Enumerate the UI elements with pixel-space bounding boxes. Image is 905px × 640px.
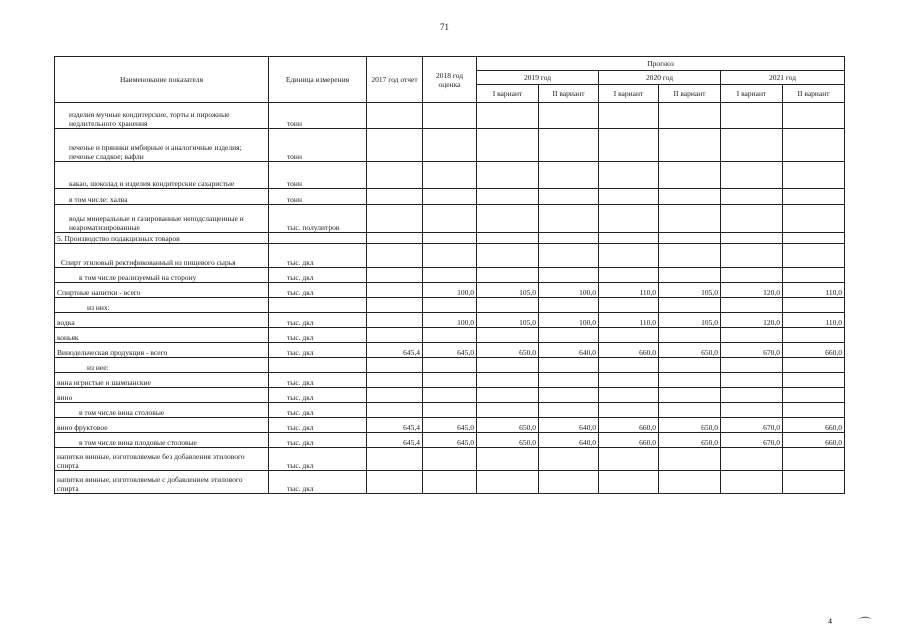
- header-unit: Единица измерения: [269, 57, 367, 103]
- row-unit: тыс. дкл: [269, 448, 367, 471]
- row-value: [599, 328, 659, 343]
- row-value: [599, 448, 659, 471]
- row-value: [659, 298, 721, 313]
- row-value: [721, 233, 783, 244]
- row-value: [423, 373, 477, 388]
- row-value: [783, 162, 845, 189]
- table-row: [55, 471, 845, 494]
- row-value: [599, 233, 659, 244]
- row-value: [367, 328, 423, 343]
- row-value: 645,0: [423, 433, 477, 448]
- table-row: [55, 388, 845, 403]
- row-value: [721, 373, 783, 388]
- row-value: [539, 205, 599, 233]
- row-name: водка: [55, 313, 269, 328]
- row-value: [423, 471, 477, 494]
- row-name: Спиртные напитки - всего: [55, 283, 269, 298]
- row-value: 100,0: [423, 313, 477, 328]
- table-row: [55, 298, 845, 313]
- row-value: 645,0: [423, 343, 477, 358]
- row-value: [423, 129, 477, 162]
- row-name: из нее:: [55, 358, 269, 373]
- row-value: [721, 388, 783, 403]
- row-value: 105,0: [659, 283, 721, 298]
- row-value: 650,0: [477, 343, 539, 358]
- row-value: [367, 283, 423, 298]
- row-value: [539, 471, 599, 494]
- row-value: [367, 244, 423, 268]
- row-value: 660,0: [599, 418, 659, 433]
- row-value: [539, 448, 599, 471]
- row-value: [539, 373, 599, 388]
- row-value: 105,0: [477, 283, 539, 298]
- row-unit: тыс. дкл: [269, 343, 367, 358]
- row-value: 640,0: [539, 343, 599, 358]
- row-value: [423, 233, 477, 244]
- row-name: изделия мучные кондитерские, торты и пирожные недлительного хранения: [55, 103, 269, 129]
- row-value: [539, 268, 599, 283]
- row-value: [423, 103, 477, 129]
- row-value: [659, 471, 721, 494]
- row-unit: тыс. дкл: [269, 283, 367, 298]
- row-value: [659, 358, 721, 373]
- row-value: [367, 233, 423, 244]
- row-value: [539, 388, 599, 403]
- row-name: печенье и пряники имбирные и аналогичные изделия; печенье сладкое; вафли: [55, 129, 269, 162]
- row-value: [599, 268, 659, 283]
- row-value: [367, 471, 423, 494]
- row-value: [477, 129, 539, 162]
- table-row: [55, 373, 845, 388]
- row-value: [539, 403, 599, 418]
- row-value: [599, 205, 659, 233]
- row-value: [367, 373, 423, 388]
- row-value: [539, 298, 599, 313]
- row-name: коньяк: [55, 328, 269, 343]
- row-value: [477, 298, 539, 313]
- row-unit: тыс. дкл: [269, 244, 367, 268]
- row-unit: тыс. полулитров: [269, 205, 367, 233]
- row-value: [721, 205, 783, 233]
- row-value: [367, 388, 423, 403]
- row-value: 100,0: [423, 283, 477, 298]
- row-value: 650,0: [477, 433, 539, 448]
- row-value: 660,0: [599, 433, 659, 448]
- row-value: [367, 205, 423, 233]
- row-name: Винодельческая продукция - всего: [55, 343, 269, 358]
- table-row: [55, 343, 845, 358]
- row-value: [423, 244, 477, 268]
- row-value: [367, 313, 423, 328]
- table-row: [55, 433, 845, 448]
- row-value: 110,0: [783, 283, 845, 298]
- row-value: [783, 403, 845, 418]
- row-value: [477, 103, 539, 129]
- row-value: [783, 103, 845, 129]
- row-value: [721, 129, 783, 162]
- row-unit: тыс. дкл: [269, 373, 367, 388]
- row-unit: тыс. дкл: [269, 433, 367, 448]
- row-value: 645,4: [367, 343, 423, 358]
- row-value: 660,0: [783, 433, 845, 448]
- table-row: [55, 283, 845, 298]
- row-value: [721, 403, 783, 418]
- row-value: [367, 358, 423, 373]
- row-value: [423, 189, 477, 205]
- row-value: [477, 328, 539, 343]
- header-2017: 2017 год отчет: [367, 57, 423, 103]
- row-value: [659, 189, 721, 205]
- row-value: [721, 298, 783, 313]
- row-value: 110,0: [599, 313, 659, 328]
- header-variant: II вариант: [659, 85, 721, 103]
- row-name: в том числе реализуемый на сторону: [55, 268, 269, 283]
- row-name: вина игристые и шампанские: [55, 373, 269, 388]
- row-value: [783, 448, 845, 471]
- row-value: 640,0: [539, 433, 599, 448]
- row-unit: тыс. дкл: [269, 268, 367, 283]
- row-unit: тонн: [269, 162, 367, 189]
- row-unit: тыс. дкл: [269, 313, 367, 328]
- table-row: [55, 189, 845, 205]
- header-variant: I вариант: [721, 85, 783, 103]
- row-value: [539, 129, 599, 162]
- row-unit: [269, 233, 367, 244]
- row-value: [783, 358, 845, 373]
- table-row: [55, 129, 845, 162]
- row-value: [477, 373, 539, 388]
- row-name: напитки винные, изготовляемые без добавления этилового спирта: [55, 448, 269, 471]
- header-variant: II вариант: [539, 85, 599, 103]
- row-value: [659, 328, 721, 343]
- table-row: [55, 103, 845, 129]
- row-value: [599, 129, 659, 162]
- row-unit: тонн: [269, 189, 367, 205]
- corner-marks: ⁴ ⌒: [828, 616, 884, 630]
- row-value: [659, 205, 721, 233]
- row-value: [539, 328, 599, 343]
- row-value: 100,0: [539, 283, 599, 298]
- page-number: 71: [440, 22, 449, 32]
- row-value: [477, 388, 539, 403]
- row-value: [599, 298, 659, 313]
- row-value: [599, 388, 659, 403]
- row-value: [783, 298, 845, 313]
- row-value: [539, 233, 599, 244]
- row-value: [423, 268, 477, 283]
- row-value: [477, 189, 539, 205]
- header-forecast: Прогноз: [477, 57, 845, 71]
- row-value: [367, 189, 423, 205]
- row-value: [783, 388, 845, 403]
- row-value: [659, 244, 721, 268]
- row-value: [477, 162, 539, 189]
- row-value: 105,0: [659, 313, 721, 328]
- row-value: 120,0: [721, 313, 783, 328]
- row-unit: тыс. дкл: [269, 471, 367, 494]
- row-value: [539, 103, 599, 129]
- table-header: [55, 57, 845, 103]
- row-value: [783, 189, 845, 205]
- header-2018: 2018 год оценка: [423, 57, 477, 103]
- row-unit: тонн: [269, 103, 367, 129]
- row-value: [783, 129, 845, 162]
- row-value: [721, 103, 783, 129]
- row-value: [783, 205, 845, 233]
- row-value: [477, 448, 539, 471]
- table-row: [55, 328, 845, 343]
- row-unit: тыс. дкл: [269, 328, 367, 343]
- row-value: [783, 268, 845, 283]
- row-value: [659, 268, 721, 283]
- row-value: 650,0: [477, 418, 539, 433]
- row-value: [783, 328, 845, 343]
- row-value: [477, 244, 539, 268]
- row-name: в том числе: халва: [55, 189, 269, 205]
- row-value: 660,0: [783, 343, 845, 358]
- row-value: 645,4: [367, 418, 423, 433]
- row-value: [477, 471, 539, 494]
- row-value: 110,0: [783, 313, 845, 328]
- row-name: из них:: [55, 298, 269, 313]
- row-value: [599, 244, 659, 268]
- row-name: вино: [55, 388, 269, 403]
- row-value: [539, 244, 599, 268]
- row-value: [721, 448, 783, 471]
- row-value: 650,0: [659, 433, 721, 448]
- header-variant: I вариант: [477, 85, 539, 103]
- table-row: [55, 448, 845, 471]
- row-value: 650,0: [659, 343, 721, 358]
- row-value: [367, 162, 423, 189]
- header-variant: II вариант: [783, 85, 845, 103]
- row-value: [423, 162, 477, 189]
- row-value: [539, 358, 599, 373]
- row-value: [659, 129, 721, 162]
- row-value: [659, 233, 721, 244]
- row-value: 100,0: [539, 313, 599, 328]
- row-value: 120,0: [721, 283, 783, 298]
- table-row: [55, 418, 845, 433]
- row-value: [423, 388, 477, 403]
- row-value: [783, 471, 845, 494]
- row-value: [659, 388, 721, 403]
- row-name: в том числе вина столовые: [55, 403, 269, 418]
- row-value: [423, 403, 477, 418]
- row-unit: тонн: [269, 129, 367, 162]
- header-year-2020: 2020 год: [599, 71, 721, 85]
- row-value: [423, 298, 477, 313]
- row-value: [659, 103, 721, 129]
- row-value: [659, 162, 721, 189]
- row-value: 650,0: [659, 418, 721, 433]
- row-name: Спирт этиловый ректификованный из пищевого сырья: [55, 244, 269, 268]
- row-value: [477, 268, 539, 283]
- row-value: [721, 162, 783, 189]
- row-value: [659, 403, 721, 418]
- row-value: [367, 129, 423, 162]
- row-value: [599, 358, 659, 373]
- row-value: 670,0: [721, 343, 783, 358]
- row-value: 660,0: [783, 418, 845, 433]
- row-value: [367, 403, 423, 418]
- table-body: [55, 103, 845, 494]
- row-value: [423, 205, 477, 233]
- row-value: [599, 373, 659, 388]
- row-value: [539, 162, 599, 189]
- row-value: [659, 373, 721, 388]
- table-row: [55, 233, 845, 244]
- row-name: какао, шоколад и изделия кондитерские сахаристые: [55, 162, 269, 189]
- row-value: [423, 328, 477, 343]
- row-name: воды минеральные и газированные неподслащенные и неароматизированные: [55, 205, 269, 233]
- row-name: вино фруктовое: [55, 418, 269, 433]
- row-value: [423, 448, 477, 471]
- row-unit: [269, 298, 367, 313]
- header-year-2021: 2021 год: [721, 71, 845, 85]
- header-variant: I вариант: [599, 85, 659, 103]
- row-value: 670,0: [721, 418, 783, 433]
- row-value: 110,0: [599, 283, 659, 298]
- row-value: 660,0: [599, 343, 659, 358]
- row-value: 645,4: [367, 433, 423, 448]
- row-value: [783, 233, 845, 244]
- row-value: 670,0: [721, 433, 783, 448]
- table-row: [55, 403, 845, 418]
- row-unit: [269, 358, 367, 373]
- header-year-2019: 2019 год: [477, 71, 599, 85]
- row-value: [367, 268, 423, 283]
- header-name: Наименование показателя: [55, 57, 269, 103]
- row-value: 105,0: [477, 313, 539, 328]
- row-value: [599, 189, 659, 205]
- table-row: [55, 162, 845, 189]
- row-value: [783, 244, 845, 268]
- forecast-table: [54, 56, 845, 494]
- table-row: [55, 313, 845, 328]
- row-value: [659, 448, 721, 471]
- row-name: в том числе вина плодовые столовые: [55, 433, 269, 448]
- row-value: [783, 373, 845, 388]
- row-value: [721, 471, 783, 494]
- row-value: [477, 205, 539, 233]
- table-row: [55, 268, 845, 283]
- row-value: [721, 328, 783, 343]
- row-value: [423, 358, 477, 373]
- row-value: [721, 358, 783, 373]
- row-value: [539, 189, 599, 205]
- row-unit: тыс. дкл: [269, 388, 367, 403]
- table-row: [55, 358, 845, 373]
- row-value: 640,0: [539, 418, 599, 433]
- row-value: [599, 162, 659, 189]
- row-name: 5. Производство подакцизных товаров: [55, 233, 269, 244]
- table-row: [55, 244, 845, 268]
- row-value: [721, 268, 783, 283]
- row-value: [721, 189, 783, 205]
- row-unit: тыс. дкл: [269, 403, 367, 418]
- row-value: [477, 358, 539, 373]
- row-value: [477, 233, 539, 244]
- row-value: [367, 103, 423, 129]
- table-row: [55, 205, 845, 233]
- row-value: [477, 403, 539, 418]
- row-value: [599, 103, 659, 129]
- row-value: [599, 403, 659, 418]
- row-value: [721, 244, 783, 268]
- row-value: [367, 448, 423, 471]
- row-value: [599, 471, 659, 494]
- row-value: 645,0: [423, 418, 477, 433]
- row-value: [367, 298, 423, 313]
- row-unit: тыс. дкл: [269, 418, 367, 433]
- row-name: напитки винные, изготовляемые с добавлением этилового спирта: [55, 471, 269, 494]
